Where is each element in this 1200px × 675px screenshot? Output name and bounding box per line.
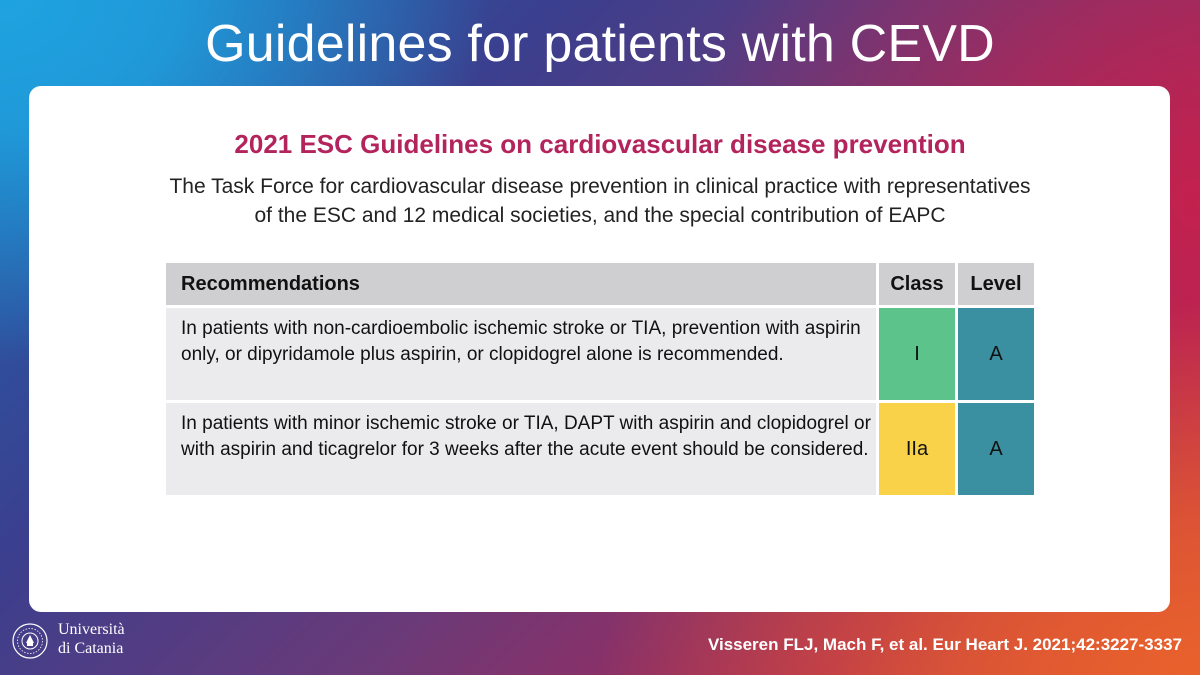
table-row-1-level-badge: A — [958, 308, 1034, 400]
header-recommendations: Recommendations — [166, 263, 876, 305]
slide-title: Guidelines for patients with CEVD — [205, 15, 995, 73]
table-row-1-class-badge: I — [879, 308, 955, 400]
guideline-subtitle: 2021 ESC Guidelines on cardiovascular disease prevention — [234, 129, 966, 159]
table-row-1-recommendation: In patients with non-cardioembolic ischemic stroke or TIA, prevention with aspirin only, or dipyridamole plus aspirin, or clopidogrel alone is recommended. — [166, 308, 876, 400]
citation-reference: Visseren FLJ, Mach F, et al. Eur Heart J. 2021;42:3227-3337 — [707, 635, 1182, 654]
university-name — [58, 620, 125, 658]
header-class: Class — [879, 263, 955, 305]
table-row-2-level-badge: A — [958, 403, 1034, 495]
university-name-line-2: di Catania — [58, 640, 124, 657]
university-logo — [10, 617, 160, 665]
guideline-description — [150, 172, 1050, 230]
university-seal-icon — [10, 621, 50, 661]
description-line-2: of the ESC and 12 medical societies, and the special contribution of EAPC — [254, 204, 946, 227]
description-line-1: The Task Force for cardiovascular disease prevention in clinical practice with representatives — [169, 175, 1031, 198]
table-row-2-recommendation: In patients with minor ischemic stroke or TIA, DAPT with aspirin and clopidogrel or with aspirin and ticagrelor for 3 weeks after the acute event should be considered. — [166, 403, 876, 495]
university-name-line-1: Università — [58, 621, 125, 638]
header-level: Level — [958, 263, 1034, 305]
table-row-2-class-badge: IIa — [879, 403, 955, 495]
